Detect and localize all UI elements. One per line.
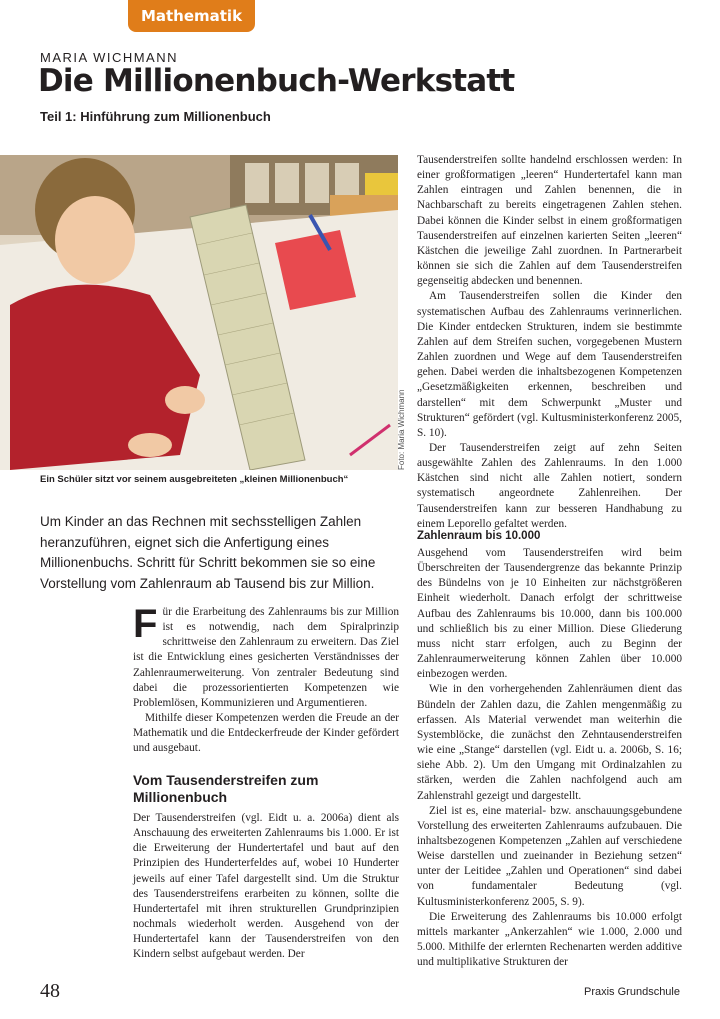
paragraph: Ausgehend vom Tausenderstreifen wird beim Überschreiten der Tausendergrenze das bekannte Prinzip des Bündelns von je 10 Einheiten zur nächstgrößeren Einheit wiederholt. Danach erfolgt der schrittweise Aufbau des Zahlenraums bis 10.000, dann bis 100.000 und schließlich bis zu einer Million. Diese Gliederung muss nicht starr erfolgen, auch zu Beginn der Zahlenraumerweiterung können Zahlen über 10.000 einbezogen werden. [417,547,682,681]
paragraph: Am Tausenderstreifen sollen die Kinder den systematischen Aufbau des Zahlenraums verinnerlichen. Die Kinder entdecken Strukturen, indem sie bestimmte Zahlen auf dem Streifen suchen, vorgegebenen Mustern Zahlen zuordnen und Wege auf dem Tausenderstreifen gehen. Dabei werden die inhaltsbezogenen Kompetenzen „Gesetzmäßigkeiten erkennen, beschreiben und darstellen“ mit dem Schwerpunkt „Muster und Strukturen“ gefördert (vgl. Kultusministerkonferenz 2005, S. 10). [417,290,682,439]
paragraph: Wie in den vorhergehenden Zahlenräumen dient das Bündeln der Zahlen dazu, die Zahlen mengenmäßig zu erfassen. Als Material verwendet man weiterhin die Systemblöcke, die zunächst den Zehntausenderstreifen wie eine „Stange“ darstellen (vgl. Eidt u. a. 2006b, S. 16; siehe Abb. 2). Um den Umgang mit Ordinalzahlen zu stärken, werden die Zahlen nachfolgend auch am Zahlenstrahl gezeigt und dargestellt. [417,683,682,802]
left-column-body [133,602,399,757]
article-photo [0,155,398,470]
photo-illustration [0,155,398,470]
paragraph: Der Tausenderstreifen zeigt auf zehn Seiten ausgewählte Zahlen des Zahlenraums. In den 1.000 Kästchen sind nicht alle Zahlen notiert, sondern systematisch angeordnete Zahlenreihen. Der Tausenderstreifen kann zur besseren Handhabung zu einem Leporello gefaltet werden. [417,441,682,530]
drop-cap: F [133,602,158,646]
right-column-body-2 [417,546,682,970]
paragraph: Der Tausenderstreifen (vgl. Eidt u. a. 2006a) dient als Anschauung des erweiterten Zahlenraums bis 1.000. Er ist die Erweiterung der Hundertertafel und baut auf den Prinzipien des Hunderterfeldes auf, wobei 10 Hunderter jeweils auf einer Tafel dargestellt sind. Um die Struktur des Tausenderstreifens erarbeiten zu können, sollte die Hundertertafel mit ihren strukturellen Grundprinzipien nochmals wiederholt werden. Ausgehend von der Hundertertafel kann der Tausenderstreifen von den Kindern selbst aufgebaut werden. Der [133,812,399,961]
publication-name: Praxis Grundschule [584,986,680,998]
section-tab: Mathematik [128,0,255,32]
section-heading: Vom Tausenderstreifen zum Millionenbuch [133,772,319,805]
paragraph: Ziel ist es, eine material- bzw. anschauungsgebundene Vorstellung des erweiterten Zahlenraums aufzubauen. Die inhaltsbezogenen Kompetenzen „Zahlen auf verschiedene Weise darstellen und zueinander in Beziehung setzen“ unter der Leitidee „Zahlen und Operationen“ sind dabei von fundamentaler Bedeutung (vgl. Kultusministerkonferenz 2005, S. 9). [417,804,682,908]
left-column-body-2 [133,811,399,963]
paragraph: Für die Erarbeitung des Zahlenraums bis zur Million ist es notwendig, nach dem Spiralprinzip schrittweise den Zahlenraum zu erweitern. Das Ziel ist die Entwicklung eines gesicherten Verständnisses der Zahlenraumerweiterung. Von zentraler Bedeutung sind dabei die prozessorientierten Kompetenzen wie Problemlösen, Kommunizieren und Argumentieren. [133,602,399,709]
author-name: MARIA WICHMANN [40,50,178,65]
article-subtitle: Teil 1: Hinführung zum Millionenbuch [40,109,271,124]
article-intro: Um Kinder an das Rechnen mit sechsstelligen Zahlen heranzuführen, eignet sich die Anfertigung eines Millionenbuchs. Schritt für Schritt bekommen sie so eine Vorstellung vom Zahlenraum ab Tausend bis zur Million. [40,514,376,591]
right-column-body [417,153,682,532]
article-title: Die Millionenbuch-Werkstatt [38,63,515,99]
page-number: 48 [40,980,60,1002]
paragraph: Tausenderstreifen sollte handelnd erschlossen werden: In einer großformatigen „leeren“ Hundertertafel kann man Zahlen eintragen und Zahlen benennen, die in Nachbarschaft zu bereits eingetragenen Zahlen stehen. Dabei können die Kinder selbst in einem großformatigen Tausenderstreifen auf einzelnen karierten Seiten „leeren“ Kästchen die jeweilige Zahl zuordnen. In Partnerarbeit können sie sich die Zahlen auf dem Tausenderstreifen gegenseitig abdecken und benennen. [417,154,682,288]
section-heading-2: Zahlenraum bis 10.000 [417,530,541,542]
paragraph: Die Erweiterung des Zahlenraums bis 10.000 erfolgt mittels markanter „Ankerzahlen“ wie 1.000, 2.000 und 5.000. Mithilfe der erlernten Rechenarten werden additive und multiplikative Strukturen der [417,910,682,969]
paragraph: Mithilfe dieser Kompetenzen werden die Freude an der Mathematik und die Entdeckerfreude der Kinder gefördert und ausgebaut. [133,712,399,755]
photo-caption: Ein Schüler sitzt vor seinem ausgebreiteten „kleinen Millionenbuch“ [40,474,349,485]
